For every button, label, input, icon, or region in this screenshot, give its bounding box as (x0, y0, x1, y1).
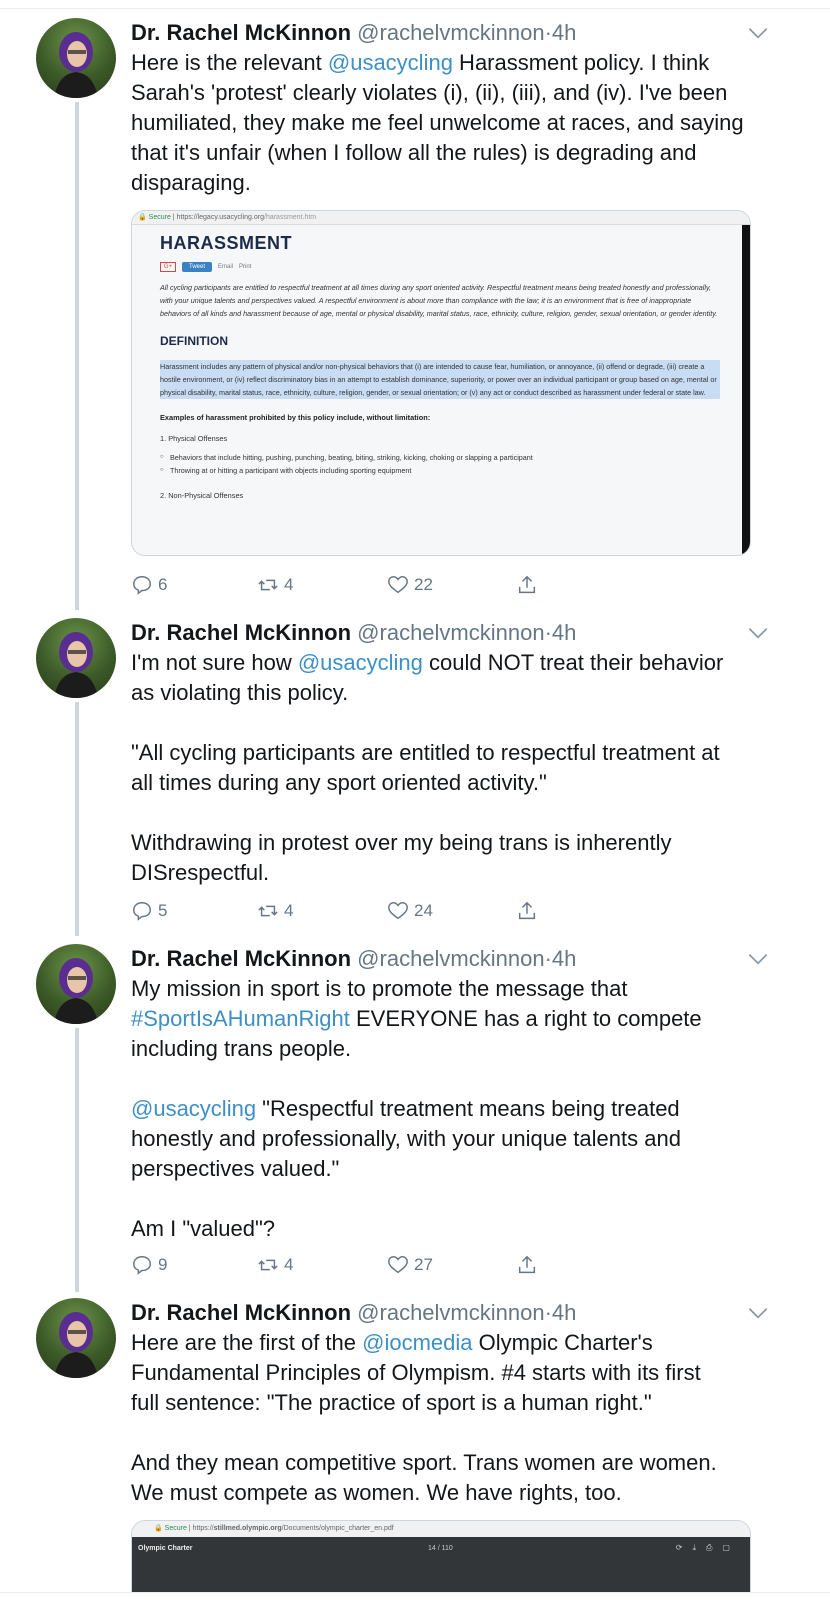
author-name[interactable]: Dr. Rachel McKinnon (131, 946, 352, 971)
tweet-actions (131, 1252, 571, 1278)
pdf-title: Olympic Charter (138, 1545, 193, 1552)
like-button[interactable] (387, 572, 433, 598)
share-button[interactable] (516, 898, 543, 924)
bullet-item: ○ Behaviors that include hitting, pushing, punching, beating, biting, striking, kicking, choking or slapping a participant (160, 451, 742, 464)
avatar-image (36, 944, 116, 1024)
bottom-divider (0, 1592, 830, 1593)
chevron-down-icon[interactable] (745, 1300, 771, 1326)
retweet-icon (257, 1254, 279, 1276)
share-icon (516, 900, 538, 922)
policy-page-content (160, 225, 742, 555)
tweet-text (131, 48, 771, 198)
retweet-icon (257, 900, 279, 922)
reply-count: 5 (158, 901, 168, 920)
tweet-header (131, 618, 771, 648)
tweet-text (131, 1328, 771, 1508)
tweet-media-screenshot[interactable] (131, 210, 751, 556)
share-button[interactable] (516, 1252, 543, 1278)
thread-line (75, 1028, 79, 1292)
text-segment: Olympic Charter's Fundamental Principles of Olympism. #4 starts with its first full sentence: "The practice of sport is a human right." And they mean competitive sport. Trans women are women. We must compete as women. We have rights, too. (131, 1330, 717, 1505)
heart-icon (387, 574, 409, 596)
reply-icon (131, 900, 153, 922)
non-physical-offenses: 2. Non-Physical Offenses (160, 491, 244, 500)
text-segment: I'm not sure how (131, 650, 298, 675)
author-handle[interactable]: @rachelvmckinnon (357, 20, 545, 45)
author-handle[interactable]: @rachelvmckinnon (357, 1300, 545, 1325)
author-name[interactable]: Dr. Rachel McKinnon (131, 620, 352, 645)
mention-link[interactable]: @usacycling (327, 50, 453, 75)
author-name[interactable]: Dr. Rachel McKinnon (131, 1300, 352, 1325)
browser-address-bar: 🔒 Secure | https://legacy.usacycling.org/harassment.htm (132, 211, 750, 225)
like-count: 22 (414, 575, 433, 594)
google-plus-icon: G+ (160, 262, 176, 272)
reply-count: 6 (158, 575, 168, 594)
heart-icon (387, 1254, 409, 1276)
heart-icon (387, 900, 409, 922)
like-count: 27 (414, 1255, 433, 1274)
separator-dot: · (544, 20, 552, 45)
pdf-toolbar-icons: ⟳⤓⎙▢ (675, 1543, 740, 1552)
tweet-actions (131, 572, 571, 598)
text-segment: "Respectful treatment means being treated honestly and professionally, with your unique talents and perspectives valued." Am I "valued"? (131, 1096, 681, 1241)
avatar[interactable] (36, 18, 116, 98)
avatar-image (36, 1298, 116, 1378)
retweet-button[interactable] (257, 572, 293, 598)
text-segment: could NOT treat their behavior as violating this policy. "All cycling participants are entitled to respectful treatment at all times during any sport oriented activity." Withdrawing in protest over my being trans is inherently DISrespectful. (131, 650, 724, 885)
chevron-down-icon[interactable] (745, 20, 771, 46)
share-icon (516, 1254, 538, 1276)
definition-heading: DEFINITION (160, 334, 228, 348)
tweet-text (131, 974, 771, 1244)
timestamp[interactable]: 4h (551, 620, 577, 645)
text-segment: Harassment policy. I think Sarah's 'protest' clearly violates (i), (ii), (iii), and (iv). I've been humiliated, they make me feel unwelcome at races, and saying that it's unfair (when I follow all the rules) is degrading and disparaging. (131, 50, 744, 195)
print-link: Print (239, 264, 252, 270)
tweet-media-screenshot[interactable] (131, 1520, 751, 1592)
like-button[interactable] (387, 898, 433, 924)
mention-link[interactable]: @iocmedia (362, 1330, 473, 1355)
bullet-item: ○ Throwing at or hitting a participant with objects including sporting equipment (160, 464, 742, 477)
timestamp[interactable]: 4h (551, 20, 577, 45)
timestamp[interactable]: 4h (551, 1300, 577, 1325)
retweet-button[interactable] (257, 1252, 293, 1278)
share-button[interactable] (516, 572, 543, 598)
reply-button[interactable] (131, 572, 167, 598)
separator-dot: · (544, 946, 552, 971)
avatar[interactable] (36, 1298, 116, 1378)
thread-line (75, 702, 79, 936)
tweet-actions (131, 898, 571, 924)
tweet-header (131, 944, 771, 974)
reply-button[interactable] (131, 1252, 167, 1278)
reply-icon (131, 574, 153, 596)
retweet-button[interactable] (257, 898, 293, 924)
separator-dot: · (544, 620, 552, 645)
policy-intro: All cycling participants are entitled to respectful treatment at all times during any sport oriented activity. Respectful treatment means being treated honestly and professionally, with your unique talents and perspectives valued. A respectful environment is about more than compliance with the law; it is an environment that is free of inappropriate behaviors of all kinds and harassment because of age, mental or physical disability, marital status, race, ethnicity, culture, religion, gender, sexual orientation, or gender identity. (160, 283, 718, 318)
text-segment: EVERYONE has a right to compete including trans people. (131, 1006, 702, 1061)
avatar[interactable] (36, 944, 116, 1024)
text-segment: Here is the relevant (131, 50, 328, 75)
tweet-header (131, 1298, 771, 1328)
thread-line (75, 102, 79, 610)
tweet-header (131, 18, 771, 48)
author-handle[interactable]: @rachelvmckinnon (357, 620, 545, 645)
reply-icon (131, 1254, 153, 1276)
browser-scrollbar (742, 225, 750, 555)
browser-address-bar: 🔒 Secure | https://stillmed.olympic.org/Documents/olympic_charter_en.pdf (132, 1521, 750, 1537)
retweet-icon (257, 574, 279, 596)
mention-link[interactable]: @usacycling (297, 650, 423, 675)
top-divider (0, 8, 830, 9)
like-button[interactable] (387, 1252, 433, 1278)
mention-link[interactable]: @usacycling (131, 1096, 257, 1121)
author-name[interactable]: Dr. Rachel McKinnon (131, 20, 352, 45)
avatar-image (36, 618, 116, 698)
reply-count: 9 (158, 1255, 168, 1274)
physical-offenses: 1. Physical Offenses (160, 434, 228, 443)
policy-title: HARASSMENT (160, 233, 293, 253)
text-segment: My mission in sport is to promote the message that (131, 976, 628, 1001)
pdf-page-indicator: 14 / 110 (428, 1545, 453, 1552)
pdf-toolbar (132, 1537, 750, 1592)
timestamp[interactable]: 4h (551, 946, 577, 971)
like-count: 24 (414, 901, 433, 920)
avatar[interactable] (36, 618, 116, 698)
chevron-down-icon[interactable] (745, 946, 771, 972)
author-handle[interactable]: @rachelvmckinnon (357, 946, 545, 971)
tweet-text (131, 648, 771, 888)
retweet-count: 4 (284, 901, 294, 920)
definition-highlighted: Harassment includes any pattern of physical and/or non-physical behaviors that (i) are intended to cause fear, humiliation, or annoyance, (ii) offend or degrade, (iii) create a hostile environment, or (iv) reflect discriminatory bias in an attempt to establish dominance, superiority, or power over an individual participant or group based on age, mental or physical disability, marital status, race, ethnicity, culture, religion, gender, or sexual orientation; or (v) any act or conduct described as harassment under federal or state law. (160, 360, 720, 399)
separator-dot: · (544, 1300, 552, 1325)
examples-heading: Examples of harassment prohibited by this policy include, without limitation: (160, 413, 431, 422)
avatar-image (36, 18, 116, 98)
hashtag-link[interactable]: #SportIsAHumanRight (131, 1006, 350, 1031)
tweet-share-button: Tweet (182, 262, 212, 272)
chevron-down-icon[interactable] (745, 620, 771, 646)
email-link: Email (218, 264, 234, 270)
text-segment: Here are the first of the (131, 1330, 363, 1355)
share-icon (516, 574, 538, 596)
retweet-count: 4 (284, 575, 294, 594)
retweet-count: 4 (284, 1255, 294, 1274)
share-buttons (160, 261, 742, 273)
reply-button[interactable] (131, 898, 167, 924)
